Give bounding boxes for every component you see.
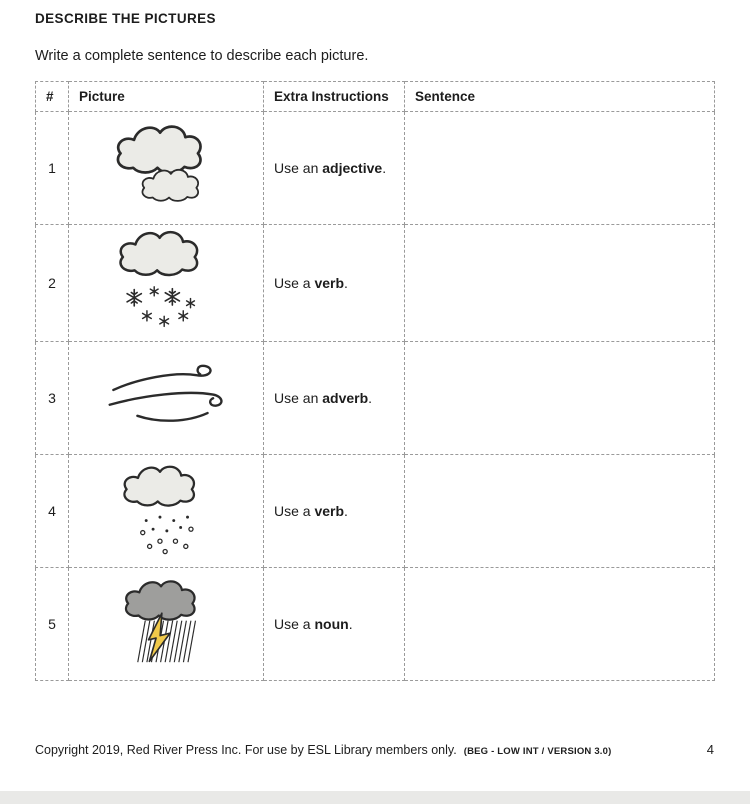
picture-cell [69, 455, 264, 568]
instruction-period: . [344, 275, 348, 291]
instruction-period: . [382, 160, 387, 176]
picture-cell [69, 568, 264, 681]
extra-instructions-cell [264, 568, 405, 681]
table-row [36, 568, 715, 681]
picture-cell [69, 112, 264, 225]
sentence-cell[interactable] [405, 568, 715, 681]
instruction-period: . [368, 390, 373, 406]
rain-cloud-icon [110, 462, 222, 555]
header-extra-instructions: Extra Instructions [264, 82, 405, 112]
page-title: DESCRIBE THE PICTURES [35, 11, 216, 26]
extra-instructions-cell [264, 225, 405, 342]
worksheet-instructions: Write a complete sentence to describe each picture. [35, 48, 369, 64]
table-row [36, 455, 715, 568]
instruction-text: Use a [274, 275, 315, 291]
storm-cloud-icon [112, 575, 220, 668]
extra-instructions-cell [264, 342, 405, 455]
table-row [36, 112, 715, 225]
page-bottom-edge [0, 791, 750, 804]
copyright-text: Copyright 2019, Red River Press Inc. For use by ESL Library members only. [35, 743, 457, 757]
table-row [36, 225, 715, 342]
instruction-period: . [344, 503, 348, 519]
extra-instructions-cell [264, 455, 405, 568]
instruction-text: Use a [274, 503, 315, 519]
row-number: 4 [36, 455, 69, 568]
two-clouds-icon [107, 121, 225, 211]
instruction-text: Use an [274, 390, 323, 406]
instruction-text: Use an [274, 160, 323, 176]
row-number: 5 [36, 568, 69, 681]
instruction-keyword: adverb [322, 390, 369, 406]
worksheet-table [35, 81, 715, 681]
picture-cell [69, 225, 264, 342]
extra-instructions-cell [264, 112, 405, 225]
edition-text: (BEG - LOW INT / VERSION 3.0) [463, 746, 612, 757]
row-number: 1 [36, 112, 69, 225]
instruction-keyword: verb [314, 503, 345, 519]
instruction-keyword: verb [314, 275, 345, 291]
header-sentence: Sentence [405, 82, 715, 112]
instruction-text: Use a [274, 616, 315, 632]
sentence-cell[interactable] [405, 225, 715, 342]
row-number: 3 [36, 342, 69, 455]
header-row [36, 82, 715, 112]
sentence-cell[interactable] [405, 112, 715, 225]
sentence-cell[interactable] [405, 455, 715, 568]
picture-cell [69, 342, 264, 455]
instruction-keyword: adjective [322, 160, 383, 176]
sentence-cell[interactable] [405, 342, 715, 455]
row-number: 2 [36, 225, 69, 342]
instruction-period: . [348, 616, 353, 632]
snow-cloud-icon [107, 225, 225, 336]
table-row [36, 342, 715, 455]
page-footer [35, 742, 714, 757]
header-number: # [36, 82, 69, 112]
instruction-keyword: noun [314, 616, 349, 632]
wind-icon [106, 364, 226, 427]
header-picture: Picture [69, 82, 264, 112]
page-number: 4 [706, 742, 714, 757]
